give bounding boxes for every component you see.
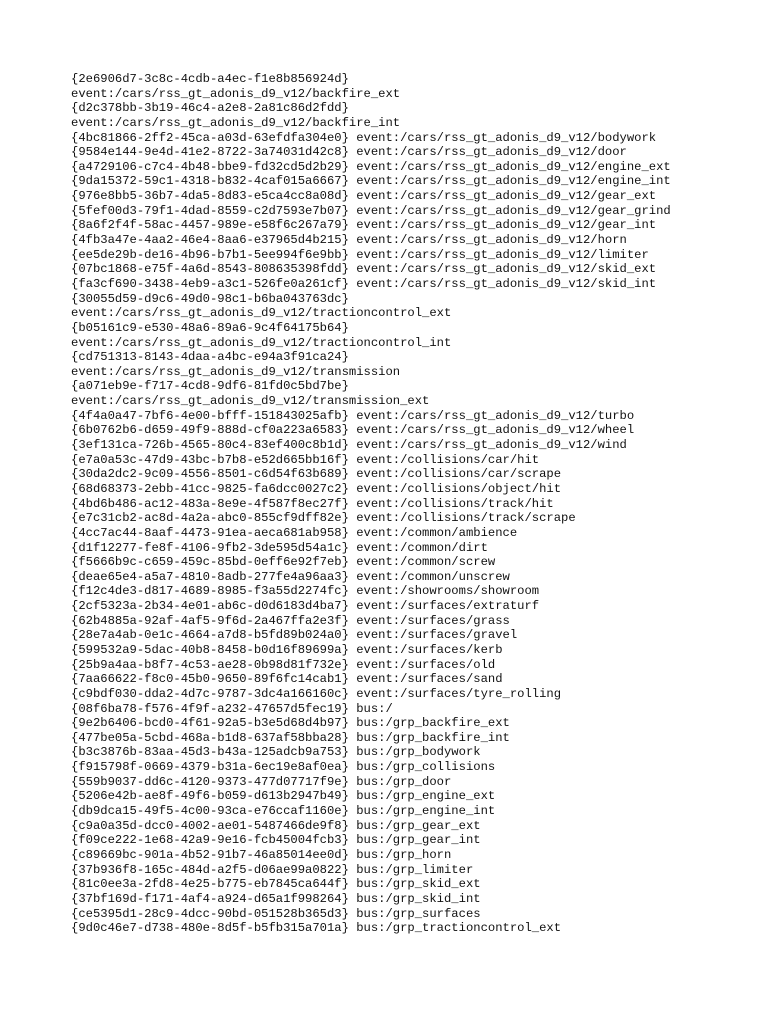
text-line: {9e2b6406-bcd0-4f61-92a5-b3e5d68d4b97} bus:/grp_backfire_ext xyxy=(71,716,510,731)
text-line: {a4729106-c7c4-4b48-bbe9-fd32cd5d2b29} event:/cars/rss_gt_adonis_d9_v12/engine_ext xyxy=(71,159,671,174)
text-line: {c9a0a35d-dcc0-4002-ae01-5487466de9f8} bus:/grp_gear_ext xyxy=(71,818,481,833)
text-line: {a071eb9e-f717-4cd8-9df6-81fd0c5bd7be} xyxy=(71,379,349,394)
text-line: {d2c378bb-3b19-46c4-a2e8-2a81c86d2fdd} xyxy=(71,101,349,116)
text-line: {4bc81866-2ff2-45ca-a03d-63efdfa304e0} event:/cars/rss_gt_adonis_d9_v12/bodywork xyxy=(71,130,657,145)
text-line: {5206e42b-ae8f-49f6-b059-d613b2947b49} bus:/grp_engine_ext xyxy=(71,789,496,804)
text-line: {cd751313-8143-4daa-a4bc-e94a3f91ca24} xyxy=(71,350,349,365)
text-line: {e7c31cb2-ac8d-4a2a-abc0-855cf9dff82e} event:/collisions/track/scrape xyxy=(71,511,576,526)
text-line: {3ef131ca-726b-4565-80c4-83ef400c8b1d} event:/cars/rss_gt_adonis_d9_v12/wind xyxy=(71,438,627,453)
text-line: {37bf169d-f171-4af4-a924-d65a1f998264} bus:/grp_skid_int xyxy=(71,891,481,906)
text-line: {559b9037-dd6c-4120-9373-477d07717f9e} bus:/grp_door xyxy=(71,774,452,789)
text-line: {9da15372-59c1-4318-b832-4caf015a6667} event:/cars/rss_gt_adonis_d9_v12/engine_int xyxy=(71,174,671,189)
text-line: event:/cars/rss_gt_adonis_d9_v12/transmission xyxy=(71,364,401,379)
text-line: {28e7a4ab-0e1c-4664-a7d8-b5fd89b024a0} event:/surfaces/gravel xyxy=(71,628,518,643)
text-line: {4cc7ac44-8aaf-4473-91ea-aeca681ab958} event:/common/ambience xyxy=(71,525,518,540)
text-line: {2e6906d7-3c8c-4cdb-a4ec-f1e8b856924d} xyxy=(71,72,349,86)
text-line: event:/cars/rss_gt_adonis_d9_v12/backfire_ext xyxy=(71,86,401,101)
text-line: {f915798f-0669-4379-b31a-6ec19e8af0ea} bus:/grp_collisions xyxy=(71,760,496,775)
text-line: {5fef00d3-79f1-4dad-8559-c2d7593e7b07} event:/cars/rss_gt_adonis_d9_v12/gear_grind xyxy=(71,203,671,218)
text-line: {68d68373-2ebb-41cc-9825-fa6dcc0027c2} event:/collisions/object/hit xyxy=(71,481,562,496)
text-line: {4fb3a47e-4aa2-46e4-8aa6-e37965d4b215} event:/cars/rss_gt_adonis_d9_v12/horn xyxy=(71,233,627,248)
text-line: {7aa66622-f8c0-45b0-9650-89f6fc14cab1} event:/surfaces/sand xyxy=(71,672,503,687)
text-line: {c9bdf030-dda2-4d7c-9787-3dc4a166160c} event:/surfaces/tyre_rolling xyxy=(71,686,562,701)
text-line: event:/cars/rss_gt_adonis_d9_v12/tractioncontrol_ext xyxy=(71,306,452,321)
text-line: {d1f12277-fe8f-4106-9fb2-3de595d54a1c} event:/common/dirt xyxy=(71,540,488,555)
text-line: event:/cars/rss_gt_adonis_d9_v12/backfire_int xyxy=(71,115,401,130)
text-line: {37b936f8-165c-484d-a2f5-d06ae99a0822} bus:/grp_limiter xyxy=(71,862,474,877)
text-line: {07bc1868-e75f-4a6d-8543-808635398fdd} event:/cars/rss_gt_adonis_d9_v12/skid_ext xyxy=(71,262,657,277)
text-line: {477be05a-5cbd-468a-b1d8-637af58bba28} bus:/grp_backfire_int xyxy=(71,730,510,745)
text-line: {976e8bb5-36b7-4da5-8d83-e5ca4cc8a08d} event:/cars/rss_gt_adonis_d9_v12/gear_ext xyxy=(71,189,657,204)
text-line: {6b0762b6-d659-49f9-888d-cf0a223a6583} event:/cars/rss_gt_adonis_d9_v12/wheel xyxy=(71,423,635,438)
text-line: {62b4885a-92af-4af5-9f6d-2a467ffa2e3f} event:/surfaces/grass xyxy=(71,613,510,628)
text-line: {599532a9-5dac-40b8-8458-b0d16f89699a} event:/surfaces/kerb xyxy=(71,642,503,657)
text-line: {08f6ba78-f576-4f9f-a232-47657d5fec19} bus:/ xyxy=(71,701,393,716)
text-line: {9584e144-9e4d-41e2-8722-3a74031d42c8} event:/cars/rss_gt_adonis_d9_v12/door xyxy=(71,145,627,160)
text-line: {8a6f2f4f-58ac-4457-989e-e58f6c267a79} event:/cars/rss_gt_adonis_d9_v12/gear_int xyxy=(71,218,657,233)
text-line: {db9dca15-49f5-4c00-93ca-e76ccaf1160e} bus:/grp_engine_int xyxy=(71,804,496,819)
text-line: {4bd6b486-ac12-483a-8e9e-4f587f8ec27f} event:/collisions/track/hit xyxy=(71,496,554,511)
text-line: {25b9a4aa-b8f7-4c53-ae28-0b98d81f732e} event:/surfaces/old xyxy=(71,657,496,672)
text-line: {ce5395d1-28c9-4dcc-90bd-051528b365d3} bus:/grp_surfaces xyxy=(71,906,481,921)
text-line: {deae65e4-a5a7-4810-8adb-277fe4a96aa3} event:/common/unscrew xyxy=(71,569,510,584)
text-line: {30da2dc2-9c09-4556-8501-c6d54f63b689} event:/collisions/car/scrape xyxy=(71,467,562,482)
text-line: {fa3cf690-3438-4eb9-a3c1-526fe0a261cf} event:/cars/rss_gt_adonis_d9_v12/skid_int xyxy=(71,276,657,291)
text-line: event:/cars/rss_gt_adonis_d9_v12/tractioncontrol_int xyxy=(71,335,452,350)
text-line: {b3c3876b-83aa-45d3-b43a-125adcb9a753} bus:/grp_bodywork xyxy=(71,745,481,760)
text-line: {f12c4de3-d817-4689-8985-f3a55d2274fc} event:/showrooms/showroom xyxy=(71,584,540,599)
text-line: {81c0ee3a-2fd8-4e25-b775-eb7845ca644f} bus:/grp_skid_ext xyxy=(71,877,481,892)
text-line: {9d0c46e7-d738-480e-8d5f-b5fb315a701a} bus:/grp_tractioncontrol_ext xyxy=(71,921,562,936)
text-line: {f09ce222-1e68-42a9-9e16-fcb45004fcb3} bus:/grp_gear_int xyxy=(71,833,481,848)
text-line: {4f4a0a47-7bf6-4e00-bfff-151843025afb} event:/cars/rss_gt_adonis_d9_v12/turbo xyxy=(71,408,635,423)
text-line: {f5666b9c-c659-459c-85bd-0eff6e92f7eb} event:/common/screw xyxy=(71,555,496,570)
text-line: {2cf5323a-2b34-4e01-ab6c-d0d6183d4ba7} event:/surfaces/extraturf xyxy=(71,599,540,614)
text-line: {e7a0a53c-47d9-43bc-b7b8-e52d665bb16f} event:/collisions/car/hit xyxy=(71,452,540,467)
text-line: {b05161c9-e530-48a6-89a6-9c4f64175b64} xyxy=(71,320,349,335)
text-line: {30055d59-d9c6-49d0-98c1-b6ba043763dc} xyxy=(71,291,349,306)
text-line: event:/cars/rss_gt_adonis_d9_v12/transmission_ext xyxy=(71,394,430,409)
text-line: {ee5de29b-de16-4b96-b7b1-5ee994f6e9bb} event:/cars/rss_gt_adonis_d9_v12/limiter xyxy=(71,247,649,262)
text-line: {c89669bc-901a-4b52-91b7-46a85014ee0d} bus:/grp_horn xyxy=(71,847,452,862)
document-text-body xyxy=(71,72,731,936)
